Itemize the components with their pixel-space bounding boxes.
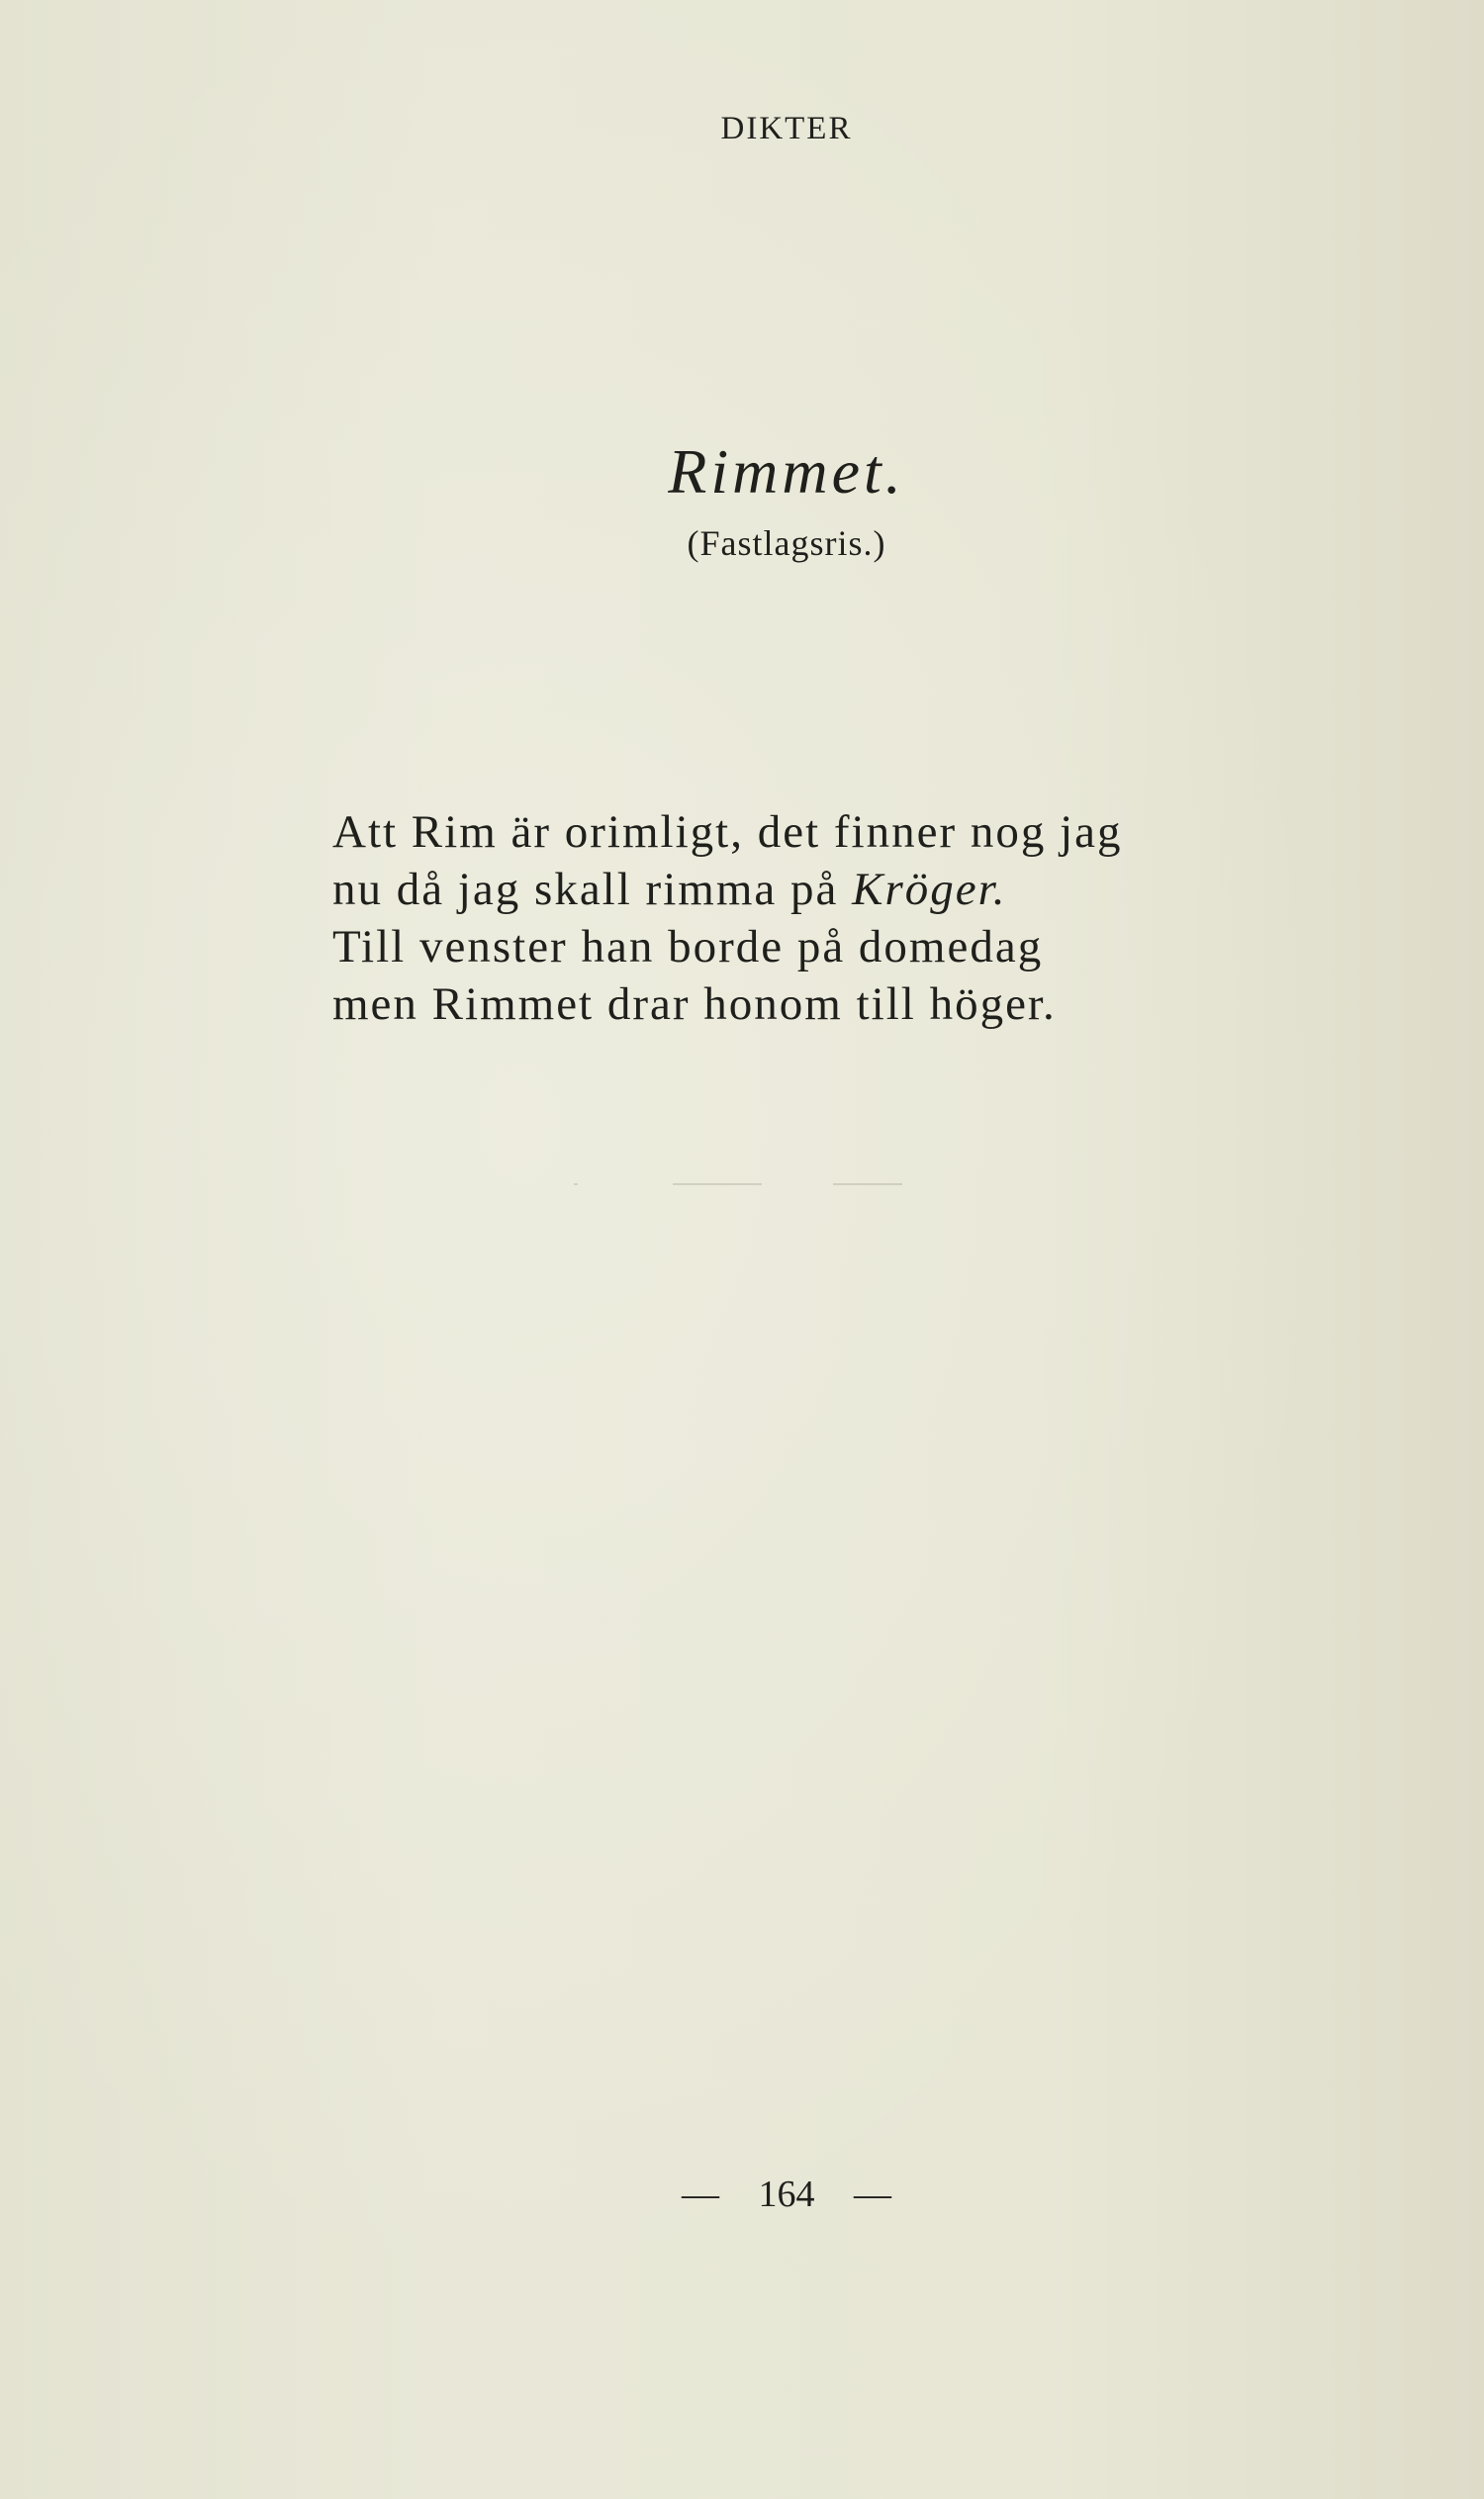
poem-line-4: men Rimmet drar honom till höger. [332, 978, 1057, 1030]
running-head: DIKTER [720, 111, 853, 146]
poem-line-2-italic: Kröger. [852, 864, 1007, 915]
poem-line-1: Att Rim är orimligt, det finner nog jag [332, 806, 1123, 858]
poem-line-2 [332, 861, 1123, 918]
poem-body [332, 803, 1123, 1033]
page-number: — 164 — [682, 2174, 891, 2215]
poem-line-3: Till venster han borde på domedag [332, 921, 1044, 972]
poem-title: Rimmet. [668, 436, 905, 507]
poem-line-2-text: nu då jag skall rimma på [332, 864, 853, 915]
faint-show-through-marks [574, 1183, 910, 1187]
poem-subtitle: (Fastlagsris.) [687, 523, 886, 563]
